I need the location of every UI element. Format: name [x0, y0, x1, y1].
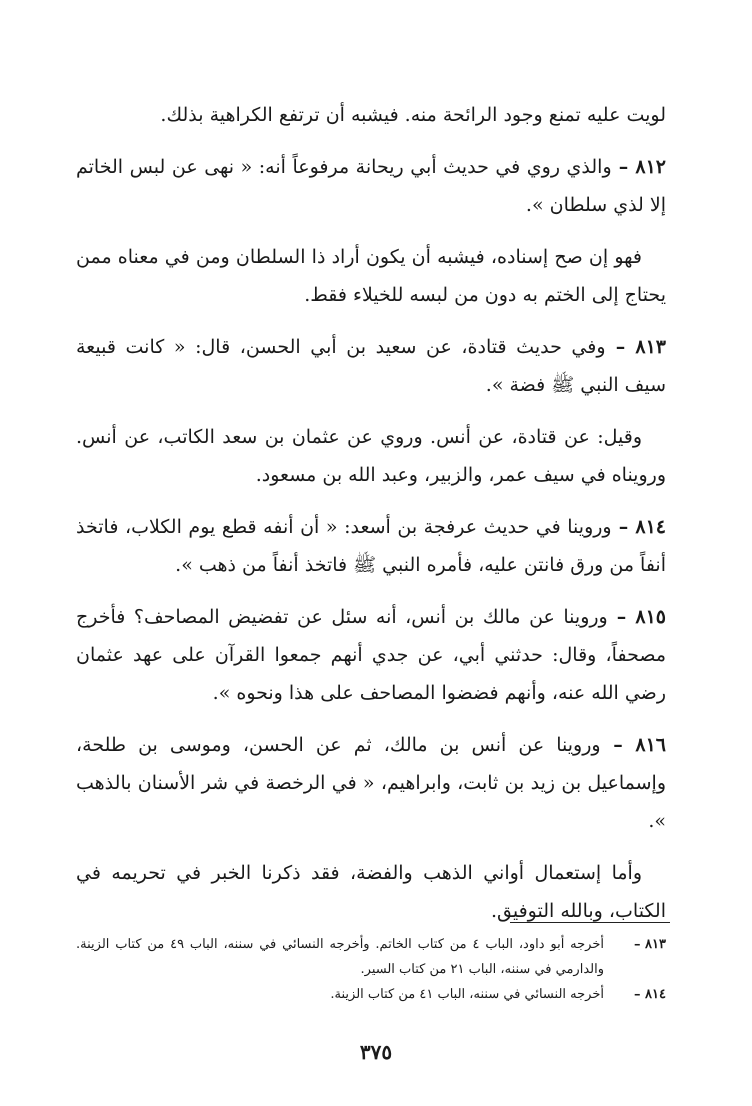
paragraph-text: وروينا في حديث عرفجة بن أسعد: « أن أنفه قطع يوم الكلاب، فاتخذ أنفاً من ورق فانتن عليه، فأمره النبي ﷺ فاتخذ أنفاً من ذهب ».	[76, 516, 666, 576]
paragraph-number: ٨١٦ –	[600, 734, 666, 756]
footnote-divider	[510, 922, 670, 923]
footnote-text: أخرجه النسائي في سننه، الباب ٤١ من كتاب الزينة.	[330, 987, 604, 1002]
paragraph-number: ٨١٣ –	[605, 336, 666, 358]
paragraph-continuation	[76, 96, 666, 134]
paragraph-number: ٨١٢ –	[611, 156, 666, 178]
paragraph-number: ٨١٤ –	[611, 516, 666, 538]
paragraph-814	[76, 508, 666, 584]
paragraph-text: وأما إستعمال أواني الذهب والفضة، فقد ذكرنا الخبر في تحريمه في الكتاب، وبالله التوفيق.	[76, 862, 666, 922]
paragraph-815	[76, 598, 666, 712]
paragraph-text: فهو إن صح إسناده، فيشبه أن يكون أراد ذا السلطان ومن في معناه ممن يحتاج إلى الختم به دون من لبسه للخيلاء فقط.	[76, 246, 666, 306]
footnote-number: ٨١٣ –	[634, 937, 666, 952]
paragraph-text: والذي روي في حديث أبي ريحانة مرفوعاً أنه: « نهى عن لبس الخاتم إلا لذي سلطان ».	[76, 156, 666, 216]
paragraph-text: وقيل: عن قتادة، عن أنس. وروي عن عثمان بن سعد الكاتب، عن أنس. ورويناه في سيف عمر، والزبير، وعبد الله بن مسعود.	[76, 426, 666, 486]
paragraph-813	[76, 328, 666, 404]
paragraph-text: وروينا عن أنس بن مالك، ثم عن الحسن، وموسى بن طلحة، وإسماعيل بن زيد بن ثابت، وابراهيم، « في الرخصة في شر الأسنان بالذهب ».	[76, 734, 666, 832]
paragraph-812	[76, 148, 666, 224]
footnote-814	[76, 982, 666, 1007]
paragraph-commentary-812	[76, 238, 666, 314]
paragraph-text: وفي حديث قتادة، عن سعيد بن أبي الحسن، قال: « كانت قبيعة سيف النبي ﷺ فضة ».	[76, 336, 666, 396]
footnote-text: أخرجه أبو داود، الباب ٤ من كتاب الخاتم. وأخرجه النسائي في سننه، الباب ٤٩ من كتاب الزينة. والدارمي في سننه، الباب ٢١ من كتاب السير.	[76, 937, 604, 977]
main-text	[76, 96, 666, 944]
paragraph-closing	[76, 854, 666, 930]
paragraph-number: ٨١٥ –	[607, 606, 667, 628]
paragraph-text: وروينا عن مالك بن أنس، أنه سئل عن تفضيض المصاحف؟ فأخرج مصحفاً، وقال: حدثني أبي، عن جدي أنهم جمعوا القرآن على عهد عثمان رضي الله عنه، وأنهم فضضوا المصاحف على هذا ونحوه ».	[76, 606, 666, 704]
page-number: ٣٧٥	[359, 1040, 393, 1064]
footnote-813	[76, 932, 666, 982]
paragraph-text: لويت عليه تمنع وجود الرائحة منه. فيشبه أن ترتفع الكراهية بذلك.	[160, 104, 666, 126]
footnotes	[76, 932, 666, 1007]
paragraph-commentary-813	[76, 418, 666, 494]
paragraph-816	[76, 726, 666, 840]
footnote-number: ٨١٤ –	[634, 987, 666, 1002]
